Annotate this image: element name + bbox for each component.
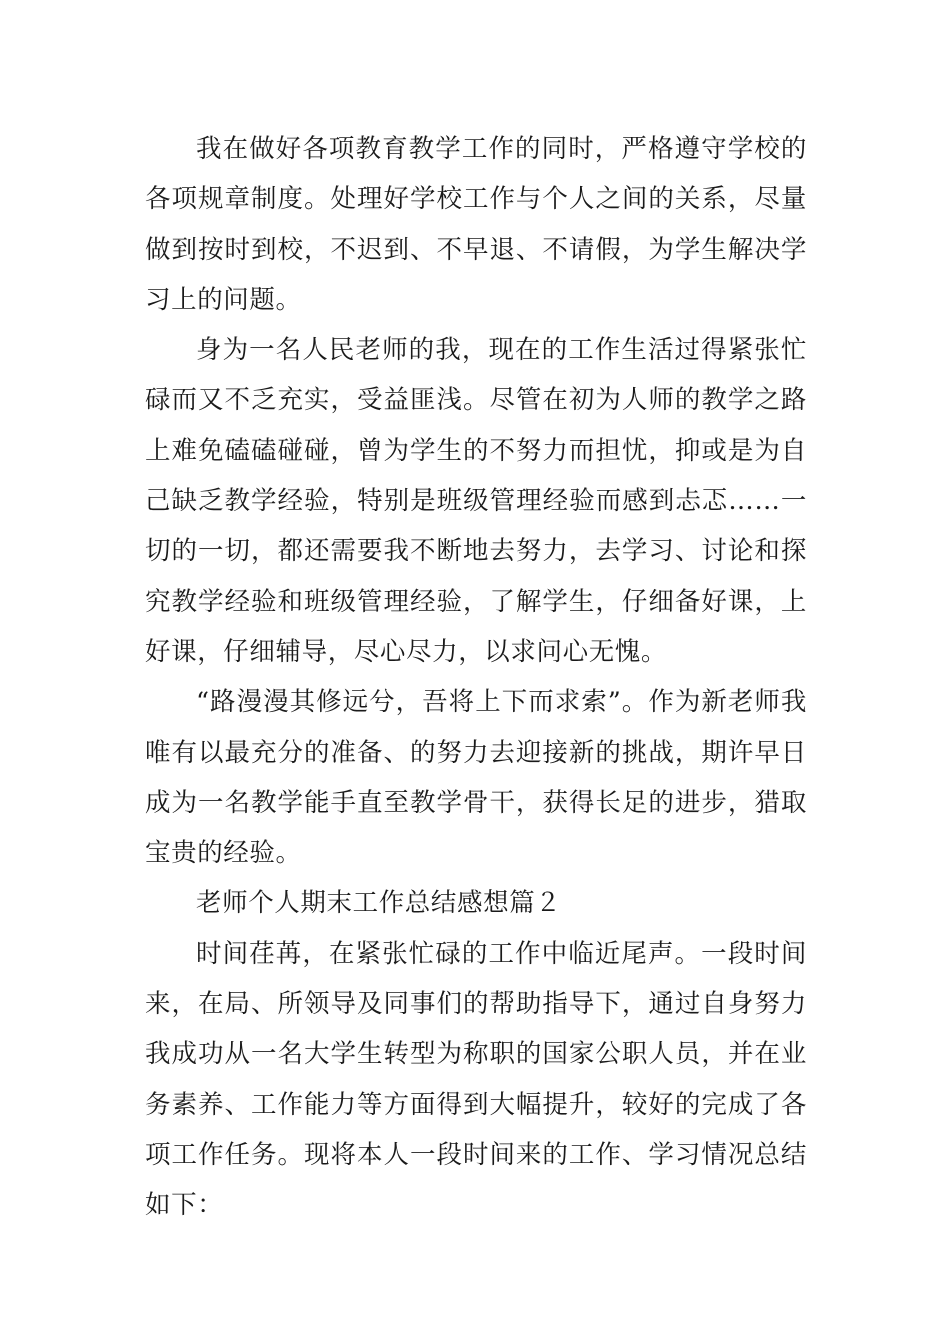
- paragraph-quote: “路漫漫其修远兮，吾将上下而求索”。作为新老师我唯有以最充分的准备、的努力去迎接新的挑战，期许早日成为一名教学能手直至教学骨干，获得长足的进步，猎取宝贵的经验。: [145, 687, 807, 869]
- paragraph-school-rules: 我在做好各项教育教学工作的同时，严格遵守学校的各项规章制度。处理好学校工作与个人之间的关系，尽量做到按时到校，不迟到、不早退、不请假，为学生解决学习上的问题。: [145, 134, 807, 315]
- document-body: [145, 124, 807, 1231]
- section-heading: 老师个人期末工作总结感想篇２: [196, 888, 562, 919]
- paragraph-teacher-life: 身为一名人民老师的我，现在的工作生活过得紧张忙碌而又不乏充实，受益匪浅。尽管在初为人师的教学之路上难免磕磕碰碰，曾为学生的不努力而担忧，抑或是为自己缺乏教学经验，特别是班级管理经验而感到忐忑……一切的一切，都还需要我不断地去努力，去学习、讨论和探究教学经验和班级管理经验，了解学生，仔细备好课，上好课，仔细辅导，尽心尽力，以求问心无愧。: [145, 335, 807, 667]
- paragraph-section-intro: 时间荏苒，在紧张忙碌的工作中临近尾声。一段时间来，在局、所领导及同事们的帮助指导下，通过自身努力我成功从一名大学生转型为称职的国家公职人员，并在业务素养、工作能力等方面得到大幅提升，较好的完成了各项工作任务。现将本人一段时间来的工作、学习情况总结如下：: [145, 938, 807, 1221]
